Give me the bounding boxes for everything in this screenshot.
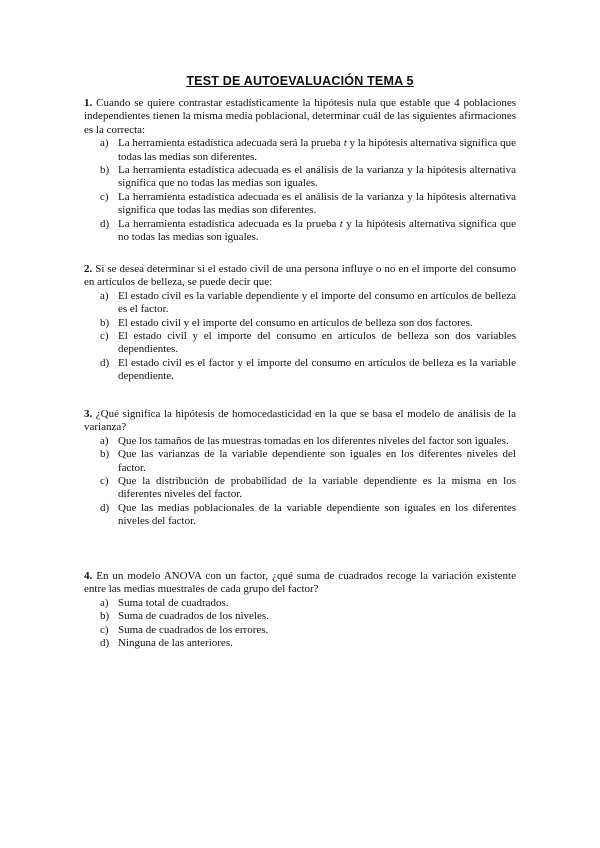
- option-text: Suma de cuadrados de los errores.: [118, 623, 269, 636]
- option-c: [84, 330, 516, 357]
- option-letter: a): [100, 596, 109, 609]
- question-2: [84, 263, 516, 384]
- option-letter: b): [100, 316, 110, 329]
- options-list: [84, 597, 516, 651]
- option-d: [84, 357, 516, 384]
- option-letter: c): [100, 623, 109, 636]
- option-variable: t: [343, 137, 347, 150]
- option-b: [84, 448, 516, 475]
- option-text: Que las medias poblacionales de la variable dependiente son iguales en los diferentes niveles del factor.: [118, 501, 516, 528]
- question-stem: [84, 263, 516, 290]
- option-letter: a): [100, 289, 109, 302]
- option-variable: t: [339, 217, 343, 230]
- option-letter: d): [100, 356, 110, 369]
- option-text: El estado civil es la variable dependiente y el importe del consumo en artículos de belleza es el factor.: [118, 289, 516, 316]
- question-stem: [84, 570, 516, 597]
- option-a: [84, 290, 516, 317]
- option-letter: c): [100, 190, 109, 203]
- option-letter: a): [100, 137, 109, 150]
- question-number: 4.: [84, 570, 93, 582]
- options-list: [84, 435, 516, 529]
- option-c: [84, 475, 516, 502]
- option-b: [84, 164, 516, 191]
- option-text: El estado civil es el factor y el importe del consumo en artículos de belleza es la variable dependiente.: [118, 356, 516, 383]
- option-a: [84, 137, 516, 164]
- option-text: La herramienta estadística adecuada es la prueba: [118, 217, 340, 230]
- page-title: TEST DE AUTOEVALUACIÓN TEMA 5: [186, 74, 414, 88]
- question-text: En un modelo ANOVA con un factor, ¿qué suma de cuadrados recoge la variación existente entre las medias muestrales de cada grupo del factor?: [84, 570, 516, 596]
- option-letter: d): [100, 217, 110, 230]
- option-text: Que los tamaños de las muestras tomadas en los diferentes niveles del factor son iguales.: [118, 434, 509, 447]
- option-a: [84, 435, 516, 448]
- option-text: La herramienta estadística adecuada es el análisis de la varianza y la hipótesis alternativa significa que todas las medias son diferentes.: [118, 190, 516, 217]
- option-letter: d): [100, 637, 110, 650]
- option-text: Ninguna de las anteriores.: [118, 637, 233, 650]
- option-letter: a): [100, 434, 109, 447]
- option-b: [84, 317, 516, 330]
- option-text-cont: y la hipótesis alternativa significa que no todas las medias son iguales.: [118, 217, 516, 244]
- question-1: [84, 97, 516, 244]
- option-letter: c): [100, 475, 109, 488]
- options-list: [84, 137, 516, 244]
- option-letter: b): [100, 448, 110, 461]
- option-d: [84, 637, 516, 650]
- question-number: 2.: [84, 263, 93, 275]
- option-d: [84, 218, 516, 245]
- option-text: Suma de cuadrados de los niveles.: [118, 610, 269, 623]
- option-b: [84, 610, 516, 623]
- option-letter: b): [100, 164, 110, 177]
- question-text: Cuando se quiere contrastar estadísticamente la hipótesis nula que estable que 4 poblaciones independientes tienen la misma media poblacional, determinar cuál de las siguientes afirmaciones es la correcta:: [84, 97, 517, 136]
- option-text: Que las varianzas de la variable dependiente son iguales en los diferentes niveles del factor.: [118, 448, 516, 474]
- option-c: [84, 191, 516, 218]
- option-a: [84, 597, 516, 610]
- question-number: 3.: [84, 408, 93, 420]
- option-d: [84, 502, 516, 529]
- option-letter: c): [100, 330, 109, 343]
- option-text: El estado civil y el importe del consumo en artículos de belleza son dos variables dependientes.: [118, 330, 516, 356]
- option-text-cont: y la hipótesis alternativa significa que todas las medias son diferentes.: [118, 137, 516, 163]
- question-4: [84, 570, 516, 650]
- option-text: La herramienta estadística adecuada es el análisis de la varianza y la hipótesis alternativa significa que no todas las medias son iguales.: [118, 164, 516, 190]
- option-letter: b): [100, 610, 110, 623]
- question-stem: [84, 97, 516, 137]
- option-text: Que la distribución de probabilidad de la variable dependiente es la misma en los diferentes niveles del factor.: [118, 475, 516, 501]
- question-3: [84, 408, 516, 529]
- option-text: Suma total de cuadrados.: [118, 596, 229, 609]
- option-text: El estado civil y el importe del consumo en artículos de belleza son dos factores.: [118, 316, 473, 329]
- option-letter: d): [100, 501, 110, 514]
- question-text: ¿Qué significa la hipótesis de homocedasticidad en la que se basa el modelo de análisis de la varianza?: [84, 408, 516, 434]
- option-text: La herramienta estadística adecuada será la prueba: [118, 137, 344, 150]
- question-stem: [84, 408, 516, 435]
- question-number: 1.: [84, 97, 93, 109]
- options-list: [84, 290, 516, 384]
- question-text: Si se desea determinar si el estado civil de una persona influye o no en el importe del consumo en artículos de belleza, se puede decir que:: [84, 263, 516, 289]
- option-c: [84, 624, 516, 637]
